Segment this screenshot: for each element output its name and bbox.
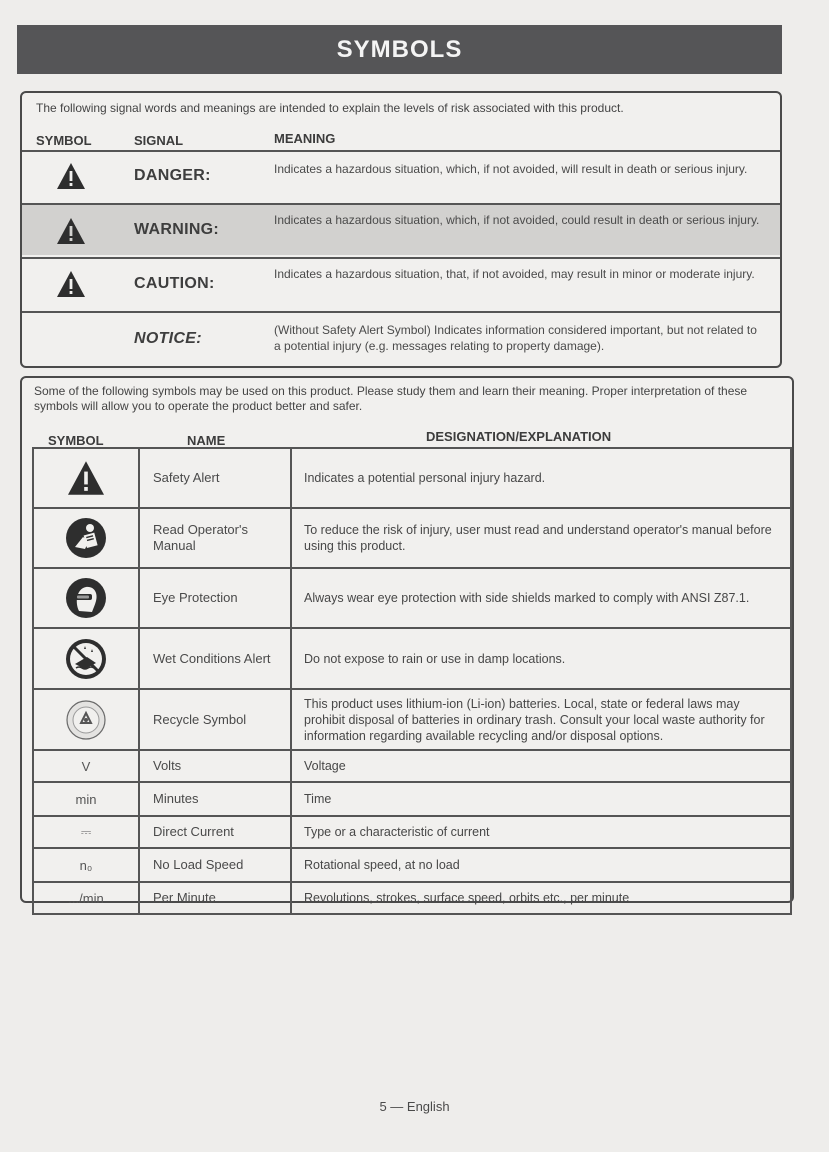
recycle-icon (65, 699, 107, 741)
signal-words-box (20, 91, 782, 368)
symbol-designation: Indicates a potential personal injury hazard. (290, 449, 792, 507)
eye-protection-icon (65, 577, 107, 619)
symbol-name: Wet Conditions Alert (138, 629, 290, 688)
table-row (32, 447, 792, 507)
signal-intro: The following signal words and meanings are intended to explain the levels of risk associated with this product. (36, 101, 624, 115)
signal-word-danger: DANGER: (134, 167, 211, 184)
symbol-abbreviation: min (75, 791, 97, 807)
symbol-designation: Revolutions, strokes, surface speed, orbits etc., per minute (290, 883, 792, 913)
table-row (32, 749, 792, 781)
signal-meaning-warning: Indicates a hazardous situation, which, if not avoided, could result in death or serious injury. (274, 213, 760, 227)
symbol-designation: Type or a characteristic of current (290, 817, 792, 847)
table-row (32, 881, 792, 915)
symbol-designation: Do not expose to rain or use in damp locations. (290, 629, 792, 688)
warning-triangle-icon (56, 270, 86, 298)
symbol-name: Volts (138, 751, 290, 781)
symbol-name: Direct Current (138, 817, 290, 847)
direct-current-icon: ⎓ (80, 824, 92, 839)
table-row (32, 815, 792, 847)
signal-word-warning: WARNING: (134, 221, 220, 238)
signal-row-warning (22, 203, 780, 255)
symbol-name: Recycle Symbol (138, 690, 290, 749)
signal-meaning-caution: Indicates a hazardous situation, that, if not avoided, may result in minor or moderate injury. (274, 267, 755, 281)
page-title: SYMBOLS (336, 35, 463, 63)
symbol-name: Safety Alert (138, 449, 290, 507)
symbols-box (20, 376, 794, 906)
warning-triangle-icon (56, 162, 86, 190)
wet-conditions-icon (65, 638, 107, 680)
symbols-intro: Some of the following symbols may be used on this product. Please study them and learn their meaning. Proper interpretation of these symbols will allow you to operate the product better and safer. (34, 384, 748, 413)
signal-word-caution: CAUTION: (134, 275, 215, 292)
header-symbol: SYMBOL (36, 133, 92, 148)
header-signal: SIGNAL (134, 133, 184, 148)
signal-meaning-notice: (Without Safety Alert Symbol) Indicates information considered important, but not related to a potential injury (e.g. messages relating to property damage). (274, 323, 757, 353)
signal-meaning-danger: Indicates a hazardous situation, which, if not avoided, will result in death or serious injury. (274, 162, 748, 176)
table-row (32, 567, 792, 627)
symbol-designation: Voltage (290, 751, 792, 781)
header-name: NAME (187, 433, 226, 448)
table-row (32, 781, 792, 815)
symbol-designation: To reduce the risk of injury, user must read and understand operator's manual before using this product. (290, 509, 792, 567)
symbol-name: Eye Protection (138, 569, 290, 627)
signal-row-caution (22, 257, 780, 309)
symbol-name: Per Minute (138, 883, 290, 913)
symbol-name: Read Operator's Manual (138, 509, 290, 567)
read-manual-icon (65, 517, 107, 559)
table-row (32, 507, 792, 567)
section-banner (17, 25, 782, 74)
safety-alert-icon (66, 460, 106, 496)
symbol-name: No Load Speed (138, 849, 290, 881)
symbol-abbreviation: V (81, 758, 91, 774)
signal-row-notice (22, 311, 780, 366)
header-meaning: MEANING (274, 131, 336, 146)
symbol-designation: Rotational speed, at no load (290, 849, 792, 881)
signal-word-notice: NOTICE: (134, 330, 202, 347)
table-row (32, 688, 792, 749)
symbol-abbreviation: .../min (68, 890, 104, 906)
symbol-designation: This product uses lithium-ion (Li-ion) batteries. Local, state or federal laws may prohibit disposal of batteries in ordinary trash. Consult your local waste authority for information regarding available recycling and/or disposal options. (290, 690, 792, 749)
header-symbol: SYMBOL (48, 433, 104, 448)
symbol-designation: Time (290, 783, 792, 815)
symbol-name: Minutes (138, 783, 290, 815)
page-footer: 5 — English (379, 1099, 450, 1114)
header-designation: DESIGNATION/EXPLANATION (426, 429, 612, 444)
signal-row-danger (22, 150, 780, 201)
table-row (32, 627, 792, 688)
table-row (32, 847, 792, 881)
symbol-abbreviation: n₀ (79, 857, 93, 873)
warning-triangle-icon (56, 217, 86, 245)
symbol-designation: Always wear eye protection with side shields marked to comply with ANSI Z87.1. (290, 569, 792, 627)
